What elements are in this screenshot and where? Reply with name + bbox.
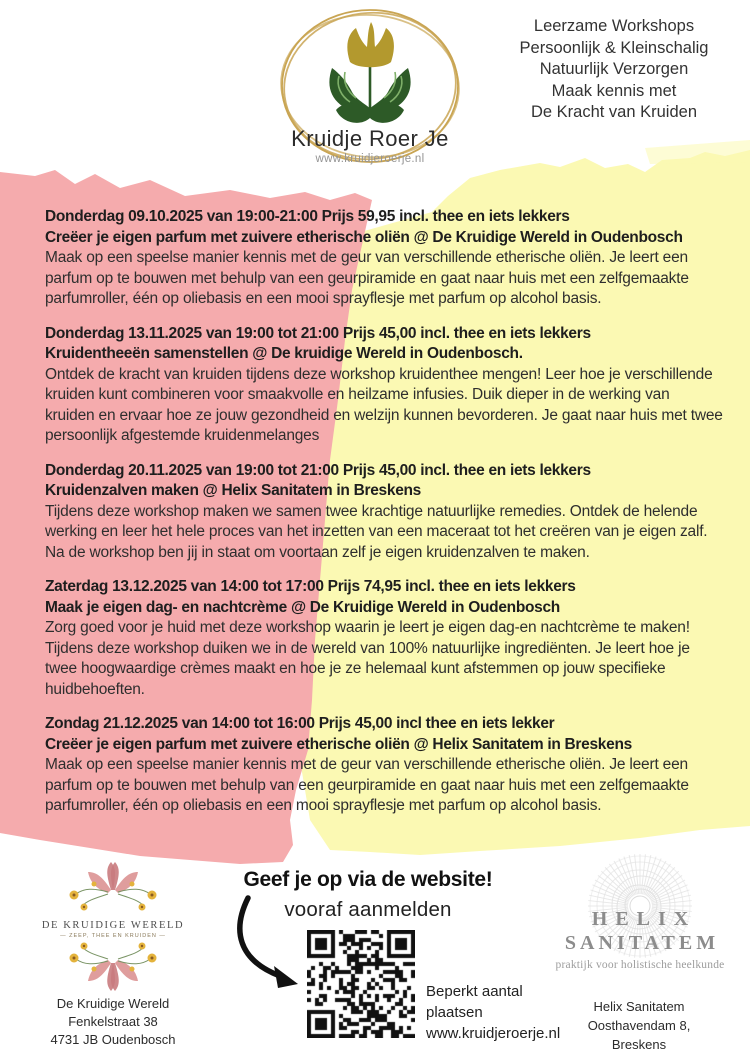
workshop-description: Maak op een speelse manier kennis met de geur van verschillende etherische oliën. Je leert een parfum op te bouwen met behulp van een geurpiramide en gaat naar huis met een zelfgemaakte parfumroller, één op oliebasis en een mooi sprayflesje met parfum op alcohol basis. xyxy=(45,756,689,814)
cta-title: Geef je op via de website! xyxy=(243,868,493,891)
address-line: Fenkelstraat 38 xyxy=(68,1014,158,1029)
tagline-line: Maak kennis met xyxy=(551,81,677,100)
workshop-schedule: Zaterdag 13.12.2025 van 14:00 tot 17:00 Prijs 74,95 incl. thee en iets lekkers xyxy=(45,578,576,595)
helix-logo-subtitle: praktijk voor holistische heelkunde xyxy=(555,959,725,971)
workshop-description: Maak op een speelse manier kennis met de geur van verschillende etherische oliën. Je leert een parfum op te bouwen met behulp van een geurpiramide en gaat naar huis met een zelfgemaakte parfumroller, één op oliebasis en een mooi sprayflesje met parfum op alcohol basis. xyxy=(45,249,689,307)
address-line: Breskens xyxy=(611,1037,667,1052)
kruidige-wereld-logo-subtitle: — ZEEP, THEE EN KRUIDEN — xyxy=(60,933,166,939)
tagline-line: Leerzame Workshops xyxy=(533,17,695,35)
tagline-line: Persoonlijk & Kleinschalig xyxy=(519,38,709,57)
curved-arrow-icon xyxy=(222,890,317,990)
floral-ornament-top-icon xyxy=(38,862,188,914)
kruidige-wereld-logo-title: DE KRUIDIGE WERELD xyxy=(41,920,185,931)
workshop-title: Creëer je eigen parfum met zuivere etherische oliën @ Helix Sanitatem in Breskens xyxy=(45,735,632,753)
brand-website: www.kruidjeroerje.nl xyxy=(315,153,425,165)
workshop-schedule: Donderdag 09.10.2025 van 19:00-21:00 Prijs 59,95 incl. thee en iets lekkers xyxy=(45,208,570,225)
note-line: Beperkt aantal xyxy=(426,983,523,1000)
qr-code xyxy=(307,930,415,1038)
kruidige-wereld-address xyxy=(34,995,192,1049)
brand-logo xyxy=(276,6,464,170)
helix-address xyxy=(553,997,725,1054)
tagline-line: De Kracht van Kruiden xyxy=(530,103,697,121)
address-line: 4731 JB Oudenbosch xyxy=(50,1032,176,1047)
note-website: www.kruidjeroerje.nl xyxy=(426,1025,561,1042)
workshop-title: Creëer je eigen parfum met zuivere etherische oliën @ De Kruidige Wereld in Oudenbosch xyxy=(45,228,683,246)
floral-ornament-bottom-icon xyxy=(38,939,188,991)
cta-subtitle: vooraf aanmelden xyxy=(284,898,452,921)
workshop-title: Maak je eigen dag- en nachtcrème @ De Kruidige Wereld in Oudenbosch xyxy=(45,598,560,616)
workshop-item xyxy=(45,207,723,310)
kruidige-wereld-logo xyxy=(34,862,192,996)
workshop-description: Ontdek de kracht van kruiden tijdens deze workshop kruidenthee mengen! Leer hoe je verschillende kruiden kunt combineren voor smaakvolle en heilzame infusies. Duik dieper in de werking van kruiden en ervaar hoe ze jouw gezondheid en welzijn kunnen bevorderen. Je gaat naar huis met twee persoonlijk afgestemde kruidenmelanges xyxy=(45,365,723,444)
workshop-list xyxy=(45,207,723,831)
workshop-item xyxy=(45,714,723,817)
brand-name: Kruidje Roer Je xyxy=(291,126,449,151)
note-line: plaatsen xyxy=(426,1004,483,1021)
workshop-schedule: Donderdag 20.11.2025 van 19:00 tot 21:00 Prijs 45,00 incl. thee en iets lekkers xyxy=(45,461,591,479)
workshop-item xyxy=(45,577,723,700)
address-line: Helix Sanitatem xyxy=(593,999,685,1014)
workshop-item xyxy=(45,461,723,564)
tagline-line: Natuurlijk Verzorgen xyxy=(539,60,689,78)
workshop-title: Kruidenzalven maken @ Helix Sanitatem in Breskens xyxy=(45,482,422,499)
workshop-description: Tijdens deze workshop maken we samen twee krachtige natuurlijke remedies. Ontdek de helende werking en leer het hele proces van het inzetten van een maceraat tot het creëren van je eigen zalf. Na de workshop ben jij in staat om voortaan zelf je eigen kruidenzalven te maken. xyxy=(45,502,708,561)
helix-logo-line2: SANITATEM xyxy=(564,932,720,954)
workshop-description: Zorg goed voor je huid met deze workshop waarin je leert je eigen dag-en nachtcrème te maken! Tijdens deze workshop duiken we in de wereld van 100% natuurlijke ingrediënten. Je leert hoe je twee hoogwaardige crèmes maakt en hoe je ze helemaal kunt afstemmen op jouw specifieke huidbehoeften. xyxy=(45,619,690,698)
workshop-schedule: Zondag 21.12.2025 van 14:00 tot 16:00 Prijs 45,00 incl thee en iets lekker xyxy=(45,715,555,732)
address-line: Oosthavendam 8, xyxy=(587,1018,691,1033)
helix-logo-line1: HELIX xyxy=(591,908,697,930)
workshop-title: Kruidentheeën samenstellen @ De kruidige Wereld in Oudenbosch. xyxy=(45,345,523,362)
tagline xyxy=(498,16,730,124)
address-line: De Kruidige Wereld xyxy=(56,996,170,1011)
helix-sanitatem-logo xyxy=(540,856,740,986)
tulip-icon xyxy=(329,22,410,123)
workshop-schedule: Donderdag 13.11.2025 van 19:00 tot 21:00 Prijs 45,00 incl. thee en iets lekkers xyxy=(45,324,591,342)
workshop-item xyxy=(45,324,723,447)
